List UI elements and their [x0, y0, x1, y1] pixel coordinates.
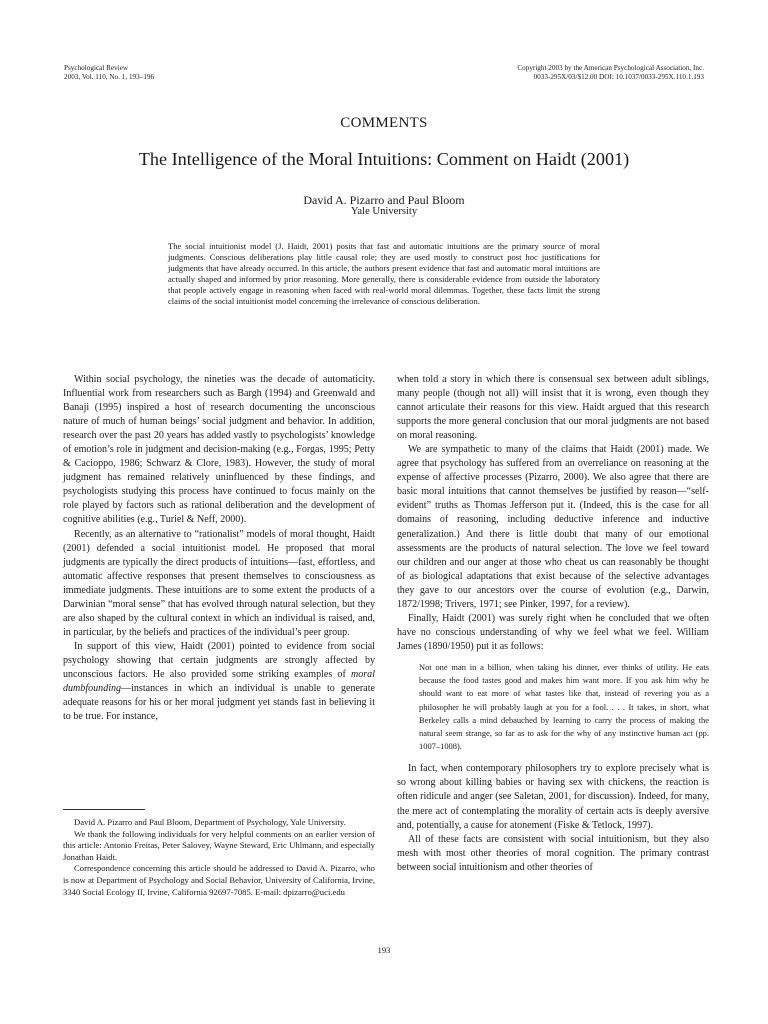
- body-paragraph: All of these facts are consistent with social intuitionism, but they also mesh with most other theories of moral cognition. The primary contrast between social intuitionism and other theories of: [397, 833, 709, 873]
- journal-name: Psychological Review: [64, 64, 129, 72]
- right-column: [397, 373, 709, 875]
- authors: David A. Pizarro and Paul Bloom: [303, 193, 465, 207]
- article-title: The Intelligence of the Moral Intuitions: Comment on Haidt (2001): [138, 149, 630, 169]
- affiliation: Yale University: [350, 206, 418, 217]
- quote-text: Not one man in a billion, when taking his dinner, ever thinks of utility. He eats because the food tastes good and makes him want more. If you ask him why he should want to eat more of what tastes like that, instead of revering you as a philosopher he will probably laugh at you for a fool. . . . It takes, in short, what Berkeley calls a mind debauched by learning to carry the process of making the natural seem strange, so far as to ask for the why of any instinctive human act (pp. 1007–1008).: [419, 661, 709, 752]
- doi-line: 0033-295X/03/$12.00 DOI: 10.1037/0033-295X.110.1.193: [533, 72, 704, 81]
- emphasis-term: moral dumbfounding: [63, 668, 375, 695]
- body-paragraph: [63, 640, 375, 724]
- block-quote: [397, 661, 709, 753]
- text-run: In support of this view, Haidt (2001) pointed to evidence from social psychology showing that certain judgments are strongly affected by unconscious factors. He also provided some striking examples of: [63, 640, 375, 680]
- body-paragraph: We are sympathetic to many of the claims that Haidt (2001) made. We agree that psychology has suffered from an overreliance on reasoning at the expense of affective processes (Pizarro, 2000). We also agree that there are basic moral intuitions that cannot themselves be justified by reason—“self-evident” truths as Thomas Jefferson put it. (Indeed, this is the case for all domains of reasoning, including deductive inference and inductive generalization.) And there is little doubt that many of our emotional assessments are the products of natural selection. The love we feel toward our children and our anger at those who cheat us can reasonably be thought of as biological adaptations that exist because of the selective advantages they gave to our ancestors over the course of evolution (e.g., Darwin, 1872/1998; Trivers, 1971; see Pinker, 1997, for a review).: [397, 444, 709, 610]
- text-run: —instances in which an individual is unable to generate adequate reasons for his or her moral judgment yet stands fast in believing it to be true. For instance,: [63, 683, 375, 723]
- body-paragraph: Within social psychology, the nineties was the decade of automaticity. Influential work from researchers such as Bargh (1994) and Greenwald and Banaji (1995) inspired a host of research documenting the unconscious nature of much of human beings’ social judgment and behavior. In addition, research over the past 20 years has added vastly to psychologists’ knowledge of emotion’s role in judgment and decision-making (e.g., Forgas, 1995; Petty & Cacioppo, 1986; Schwarz & Clore, 1983). However, the study of moral judgment has remained relatively uninfluenced by these findings, and psychologists studying this process have continued to focus mainly on the role played by factors such as rational deliberation and the development of cognitive abilities (e.g., Turiel & Neff, 2000).: [63, 374, 375, 526]
- footnote: We thank the following individuals for very helpful comments on an earlier version of this article: Antonio Freitas, Peter Salovey, Wayne Steward, Eric Uhlmann, and especially Jonathan Haidt.: [63, 828, 375, 862]
- volume-info: 2003, Vol. 110, No. 1, 193–196: [64, 72, 155, 81]
- footnote: Correspondence concerning this article should be addressed to David A. Pizarro, who is now at Department of Psychology and Social Behavior, University of California, Irvine, 3340 Social Ecology II, Irvine, California 92697-7085. E-mail: dpizarro@uci.edu: [63, 863, 375, 897]
- body-paragraph: when told a story in which there is consensual sex between adult siblings, many people (though not all) will insist that it is wrong, even though they cannot articulate their reasons for this view. Haidt argued that this research supports the more general conclusion that our moral judgments are not based on moral reasoning.: [397, 374, 709, 442]
- copyright-line: Copyright 2003 by the American Psychological Association, Inc.: [517, 64, 704, 72]
- section-title: COMMENTS: [340, 115, 428, 131]
- body-paragraph: Recently, as an alternative to “rationalist” models of moral thought, Haidt (2001) defended a social intuitionist model. He proposed that moral judgments are typically the direct products of intuitions—fast, effortless, and automatic affective responses that present themselves to consciousness as immediate judgments. These intuitions are to some extent the products of a Darwinian “moral sense” that has evolved through natural selection, but they are also shaped by the cultural context in which an individual is raised, and, in particular, by the beliefs and practices of the individual’s peer group.: [63, 528, 375, 638]
- body-paragraph: Finally, Haidt (2001) was surely right when he concluded that we often have no conscious understanding of why we feel what we feel. William James (1890/1950) put it as follows:: [397, 612, 709, 652]
- footnote-rule: [63, 809, 145, 810]
- body-paragraph: In fact, when contemporary philosophers try to explore precisely what is so wrong about killing babies or having sex with chickens, the reaction is often ridicule and anger (see Saletan, 2001, for discussion). Indeed, for many, the mere act of contemplating the morality of certain acts is deeply aversive and, potentially, a cause for atonement (Fiske & Tetlock, 1997).: [397, 763, 709, 831]
- running-header-right: [517, 64, 704, 81]
- footnote: David A. Pizarro and Paul Bloom, Department of Psychology, Yale University.: [74, 817, 346, 827]
- left-column: [63, 373, 375, 724]
- running-header-left: [64, 64, 154, 81]
- abstract: The social intuitionist model (J. Haidt, 2001) posits that fast and automatic intuitions are the primary source of moral judgments. Conscious deliberations play little causal role; they are used mostly to construct post hoc justifications for judgments that have already occurred. In this article, the authors present evidence that fast and automatic moral intuitions are actually shaped and informed by prior reasoning. More generally, there is considerable evidence from outside the laboratory that people actively engage in reasoning when faced with real-world moral dilemmas. Together, these facts limit the strong claims of the social intuitionist model concerning the irrelevance of conscious deliberation.: [168, 241, 600, 307]
- page-number: 193: [377, 945, 391, 955]
- author-note: [63, 817, 375, 898]
